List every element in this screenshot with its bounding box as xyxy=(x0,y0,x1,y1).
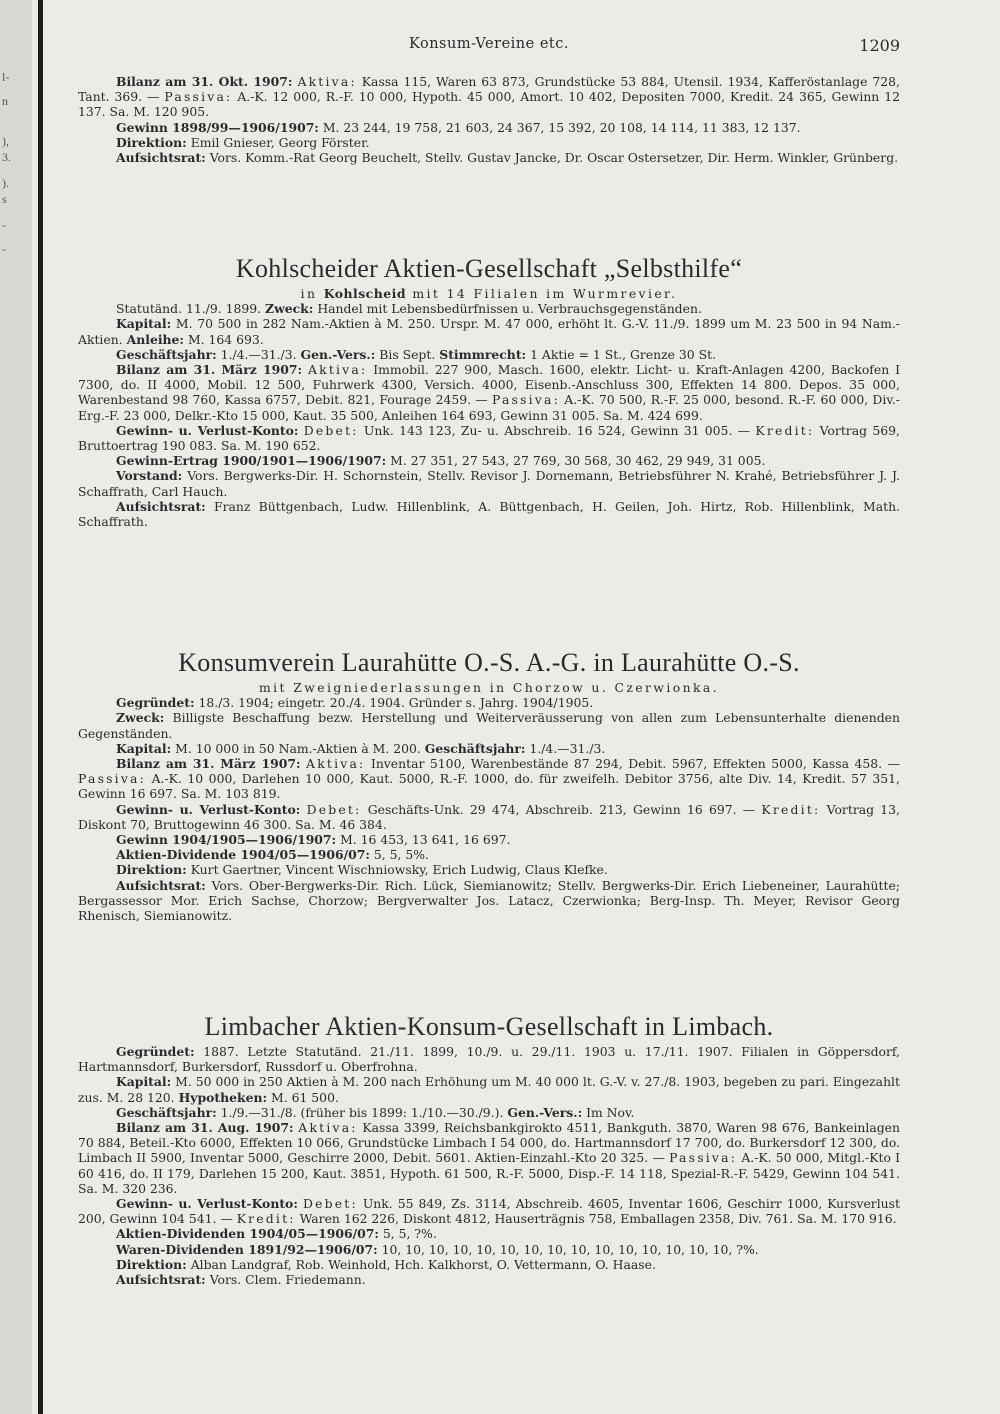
paragraph-aufsichtsrat: Aufsichtsrat: Vors. Komm.-Rat Georg Beuchelt, Stellv. Gustav Jancke, Dr. Oscar Ostersetzer, Dir. Herm. Winkler, Grünberg. xyxy=(116,150,899,166)
page-gutter xyxy=(0,0,32,1414)
paragraph-gegruendet: Gegründet: 1887. Letzte Statutänd. 21./11. 1899, 10./9. u. 29./11. 1903 u. 17./11. 1907. Filialen in Göppersdorf, Hartmannsdorf, Burkersdorf, Russdorf u. Oberfrohna. xyxy=(78,1044,900,1075)
margin-glyph: n xyxy=(2,94,8,108)
paragraph-geschaeftsjahr: Geschäftsjahr: 1./4.—31./3. Gen.-Vers.: Bis Sept. Stimmrecht: 1 Aktie = 1 St., Grenze 30 St. xyxy=(116,346,717,362)
binding-rule xyxy=(38,0,43,1414)
paragraph-zweck: Zweck: Billigste Beschaffung bezw. Herstellung und Weiterveräusserung von allen zum Lebensunterhalte dienenden Gegenständen. xyxy=(78,710,900,741)
margin-glyph: - xyxy=(2,242,6,256)
section-kohlscheid xyxy=(78,252,900,529)
margin-glyph: ). xyxy=(2,176,9,190)
paragraph-bilanz: Bilanz am 31. Okt. 1907: Aktiva: Kassa 115, Waren 63 873, Grundstücke 53 884, Utensil. 1934, Kafferöstanlage 728, Tant. 369. — Passiva: A.-K. 12 000, R.-F. 10 000, Hypoth. 45 000, Amort. 10 402, Depositen 7000, Kredit. 24 365, Gewinn 12 137. Sa. M. 120 905. xyxy=(78,74,900,120)
section-limbach xyxy=(78,1010,900,1287)
paragraph-aufsichtsrat: Aufsichtsrat: Vors. Ober-Bergwerks-Dir. Rich. Lück, Siemianowitz; Stellv. Bergwerks-Dir. Erich Liebeneiner, Laurahütte; Bergassessor Mor. Erich Sachse, Chorzow; Bergverwalter Jos. Latacz, Czerwionka; Berg-Insp. Th. Meyer, Revisor Georg Rhenisch, Siemianowitz. xyxy=(78,877,900,924)
paragraph-bilanz: Bilanz am 31. März 1907: Aktiva: Inventar 5100, Warenbestände 87 294, Debit. 5967, Effekten 5000, Kassa 458. — Passiva: A.-K. 10 000, Darlehen 10 000, Kaut. 5000, R.-F. 1000, do. für zweifelh. Debitor 3756, alte Div. 14, Kredit. 57 351, Gewinn 16 697. Sa. M. 103 819. xyxy=(78,756,900,802)
paragraph-waren-dividenden: Waren-Dividenden 1891/92—1906/07: 10, 10, 10, 10, 10, 10, 10, 10, 10, 10, 10, 10, 10, 10, 10, ?%. xyxy=(116,1241,759,1257)
paragraph-dividende: Aktien-Dividende 1904/05—1906/07: 5, 5, 5%. xyxy=(116,847,429,863)
paragraph-vorstand: Vorstand: Vors. Bergwerks-Dir. H. Schornstein, Stellv. Revisor J. Dornemann, Betriebsführer N. Krahé, Betriebsführer J. J. Schaffrath, Carl Hauch. xyxy=(78,468,900,499)
paragraph-geschaeftsjahr: Geschäftsjahr: 1./9.—31./8. (früher bis 1899: 1./10.—30./9.). Gen.-Vers.: Im Nov. xyxy=(116,1104,635,1120)
margin-glyph: 3. xyxy=(2,150,11,164)
paragraph-kapital: Kapital: M. 70 500 in 282 Nam.-Aktien à M. 250. Urspr. M. 47 000, erhöht lt. G.-V. 11./9. 1899 um M. 23 500 in 94 Nam.-Aktien. Anleihe: M. 164 693. xyxy=(78,316,900,347)
company-subtitle: in Kohlscheid mit 14 Filialen im Wurmrevier. xyxy=(300,286,678,301)
paragraph-gewinn-verlust: Gewinn- u. Verlust-Konto: Debet: Geschäfts-Unk. 29 474, Abschreib. 213, Gewinn 16 697. — Kredit: Vortrag 13, Diskont 70, Bruttogewinn 46 300. Sa. M. 46 384. xyxy=(78,801,900,832)
paragraph-aufsichtsrat: Aufsichtsrat: Franz Büttgenbach, Ludw. Hillenblink, A. Büttgenbach, H. Geilen, Joh. Hirtz, Rob. Hillenblink, Math. Schaffrath. xyxy=(78,498,900,530)
paragraph-aktien-dividenden: Aktien-Dividenden 1904/05—1906/07: 5, 5, ?%. xyxy=(116,1226,437,1242)
paragraph-bilanz: Bilanz am 31. Aug. 1907: Aktiva: Kassa 3399, Reichsbankgirokto 4511, Bankguth. 3870, Waren 98 676, Bankeinlagen 70 884, Beteil.-Kto 6000, Effekten 10 066, Grundstücke Limbach I 54 000, do. Hartmannsdorf 17 700, do. Burkersdorf 12 300, do. Limbach II 5900, Inventar 5000, Geschirre 2000, Debit. 5601. Aktien-Einzahl.-Kto 20 325. — Passiva: A.-K. 50 000, Mitgl.-Kto I 60 416, do. II 179, Darlehen 15 200, Kaut. 3851, Hypoth. 61 500, R.-F. 5000, Disp.-F. 14 118, Spezial-R.-F. 5429, Gewinn 104 541. Sa. M. 320 236. xyxy=(78,1120,900,1196)
paragraph-gewinn-verlust: Gewinn- u. Verlust-Konto: Debet: Unk. 143 123, Zu- u. Abschreib. 16 524, Gewinn 31 005. — Kredit: Vortrag 569, Bruttoertrag 190 083. Sa. M. 190 652. xyxy=(78,422,900,454)
margin-glyph: ), xyxy=(2,134,9,148)
page-header xyxy=(78,36,900,58)
paragraph-gewinn-verlust: Gewinn- u. Verlust-Konto: Debet: Unk. 55 849, Zs. 3114, Abschreib. 4605, Inventar 1606, Geschirr 1000, Kursverlust 200, Gewinn 104 541. — Kredit: Waren 162 226, Diskont 4812, Hauserträgnis 758, Emballagen 2358, Div. 761. Sa. M. 170 916. xyxy=(78,1196,900,1227)
running-head: Konsum-Vereine etc. xyxy=(409,36,569,52)
paragraph-aufsichtsrat: Aufsichtsrat: Vors. Clem. Friedemann. xyxy=(116,1272,366,1288)
page-number: 1209 xyxy=(859,36,900,55)
margin-glyph: l- xyxy=(2,70,10,84)
paragraph-kapital: Kapital: M. 50 000 in 250 Aktien à M. 200 nach Erhöhung um M. 40 000 lt. G.-V. v. 27./8. 1903, begeben zu pari. Eingezahlt zus. M. 28 120. Hypotheken: M. 61 500. xyxy=(78,1074,900,1105)
company-subtitle: mit Zweigniederlassungen in Chorzow u. Czerwionka. xyxy=(259,680,719,695)
section-previous-entry xyxy=(78,74,900,165)
paragraph-direktion: Direktion: Emil Gnieser, Georg Förster. xyxy=(116,134,370,150)
paragraph-bilanz: Bilanz am 31. März 1907: Aktiva: Immobil. 227 900, Masch. 1600, elektr. Licht- u. Kraft-Anlagen 4200, Backofen I 7300, do. II 4000, Mobil. 12 500, Fuhrwerk 4300, Versich. 4000, Eisenb.-Anschluss 300, Effekten 14 800. Depos. 35 000, Warenbestand 98 760, Kassa 6757, Debit. 821, Fourage 2459. — Passiva: A.-K. 70 500, R.-F. 25 000, besond. R.-F. 60 000, Div.-Erg.-F. 23 000, Delkr.-Kto 15 000, Kaut. 35 500, Anleihen 164 693, Gewinn 31 005. Sa. M. 424 699. xyxy=(78,362,900,423)
paragraph-gegruendet: Gegründet: 18./3. 1904; eingetr. 20./4. 1904. Gründer s. Jahrg. 1904/1905. xyxy=(116,695,594,711)
paragraph-zweck: Statutänd. 11./9. 1899. Zweck: Handel mit Lebensbedürfnissen u. Verbrauchsgegenständen. xyxy=(116,301,702,317)
paragraph-direktion: Direktion: Alban Landgraf, Rob. Weinhold, Hch. Kalkhorst, O. Vettermann, O. Haase. xyxy=(116,1256,656,1272)
margin-glyph: - xyxy=(2,218,6,232)
company-title: Limbacher Aktien-Konsum-Gesellschaft in Limbach. xyxy=(204,1012,774,1041)
paragraph-direktion: Direktion: Kurt Gaertner, Vincent Wischniowsky, Erich Ludwig, Claus Klefke. xyxy=(116,862,608,878)
paragraph-gewinn: Gewinn 1904/1905—1906/1907: M. 16 453, 13 641, 16 697. xyxy=(116,832,511,848)
section-laurahuette xyxy=(78,646,900,923)
paragraph-gewinn: Gewinn 1898/99—1906/1907: M. 23 244, 19 758, 21 603, 24 367, 15 392, 20 108, 14 114, 11 383, 12 137. xyxy=(116,119,801,135)
paragraph-kapital: Kapital: M. 10 000 in 50 Nam.-Aktien à M. 200. Geschäftsjahr: 1./4.—31./3. xyxy=(116,740,606,756)
paragraph-gewinn-ertrag: Gewinn-Ertrag 1900/1901—1906/1907: M. 27 351, 27 543, 27 769, 30 568, 30 462, 29 949, 31 005. xyxy=(116,453,766,469)
margin-glyph: s xyxy=(2,192,7,206)
company-title: Kohlscheider Aktien-Gesellschaft „Selbsthilfe“ xyxy=(235,254,743,283)
company-title: Konsumverein Laurahütte O.-S. A.-G. in Laurahütte O.-S. xyxy=(178,648,800,677)
